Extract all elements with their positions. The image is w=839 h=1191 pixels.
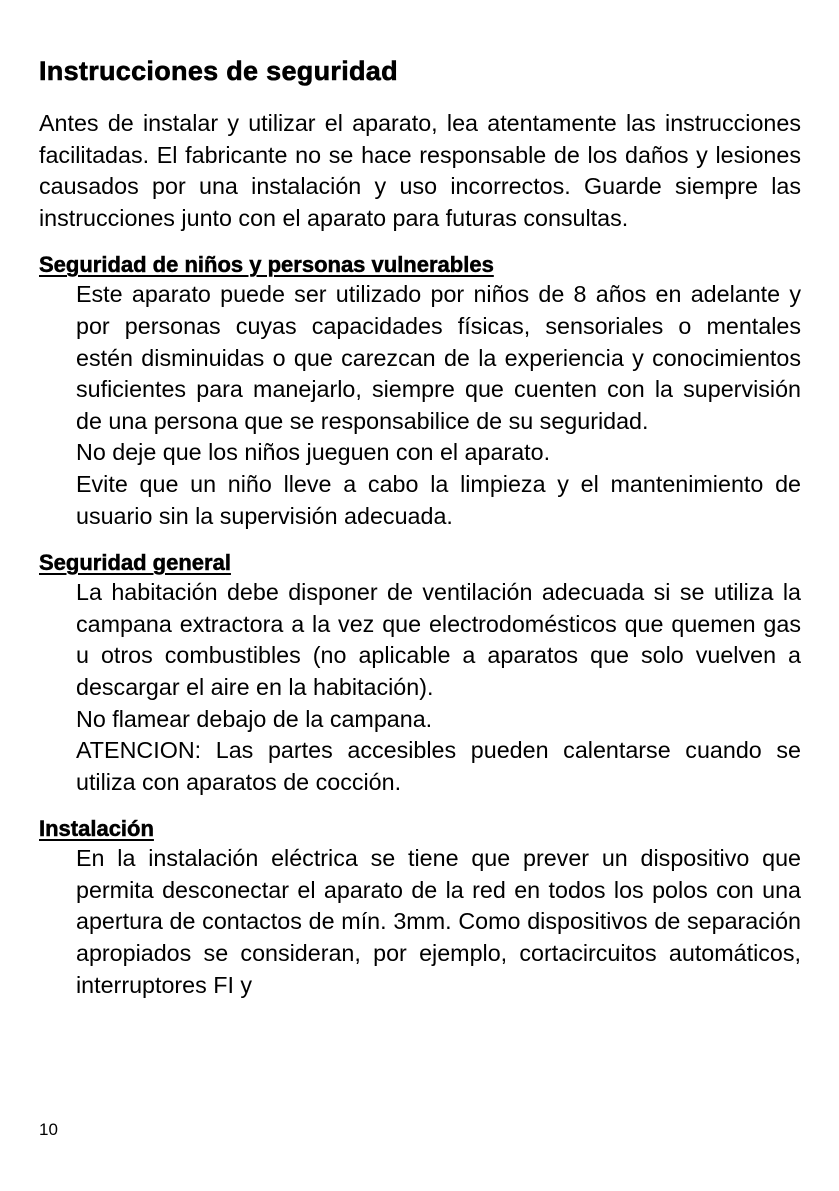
paragraph-caution-hot-parts: ATENCION: Las partes accesibles pueden calentarse cuando se utiliza con aparatos de cocción. bbox=[76, 737, 801, 795]
paragraph-ventilation: La habitación debe disponer de ventilación adecuada si se utiliza la campana extractora a la vez que electrodomésticos que quemen gas u otros combustibles (no aplicable a aparatos que solo vuelven a descargar el aire en la habitación). bbox=[76, 579, 801, 700]
paragraph-children-cleaning: Evite que un niño lleve a cabo la limpieza y el mantenimiento de usuario sin la supervisión adecuada. bbox=[76, 470, 801, 529]
paragraph-electrical-disconnect: En la instalación eléctrica se tiene que prever un dispositivo que permita desconectar el aparato de la red en todos los polos con una apertura de contactos de mín. 3mm. Como dispositivos de separación apropiados se consideran, por ejemplo, cortacircuitos automáticos, interruptores FI y bbox=[76, 845, 801, 998]
document-page bbox=[39, 54, 801, 1001]
section-heading-children-safety: Seguridad de niños y personas vulnerables bbox=[39, 252, 494, 278]
paragraph-children-play: No deje que los niños jueguen con el aparato. bbox=[76, 439, 551, 466]
page-number: 10 bbox=[39, 1120, 58, 1139]
section-children-safety bbox=[39, 251, 801, 532]
section-heading-general-safety: Seguridad general bbox=[39, 550, 231, 576]
paragraph-children-capabilities: Este aparato puede ser utilizado por niños de 8 años en adelante y por personas cuyas capacidades físicas, sensoriales o mentales estén disminuidas o que carezcan de la experiencia y conocimientos suficientes para manejarlo, siempre que cuenten con la supervisión de una persona que se responsabilice de su seguridad. bbox=[76, 281, 801, 434]
page-title: Instrucciones de seguridad bbox=[39, 56, 398, 86]
paragraph-no-flambe: No flamear debajo de la campana. bbox=[76, 705, 433, 732]
section-general-safety bbox=[39, 549, 801, 798]
section-heading-installation: Instalación bbox=[39, 816, 154, 842]
intro-paragraph: Antes de instalar y utilizar el aparato, lea atentamente las instrucciones facilitadas. El fabricante no se hace responsable de los daños y lesiones causados por una instalación y uso incorrectos. Guarde siempre las instrucciones junto con el aparato para futuras consultas. bbox=[39, 110, 801, 231]
section-installation bbox=[39, 815, 801, 1001]
